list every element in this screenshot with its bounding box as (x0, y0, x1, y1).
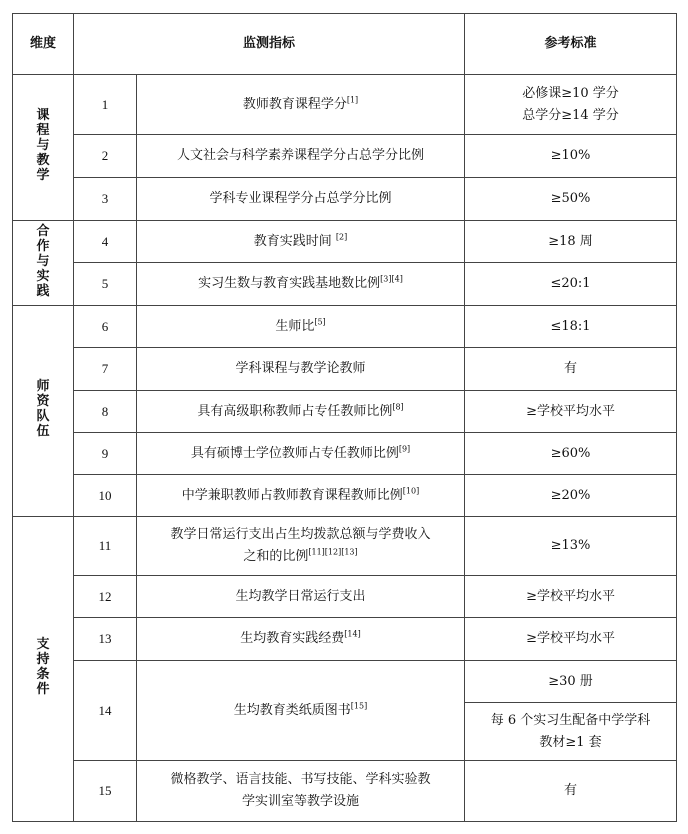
standard-cell: ≥学校平均水平 (465, 576, 677, 618)
footnote-ref: [15] (350, 701, 368, 711)
row-number: 1 (74, 75, 137, 135)
indicator-cell: 中学兼职教师占教师教育课程教师比例[10] (137, 475, 465, 517)
indicator-cell: 具有硕博士学位教师占专任教师比例[9] (137, 433, 465, 475)
table-row (13, 661, 677, 703)
standard-cell: 每 6 个实习生配备中学学科 教材≥1 套 (465, 703, 677, 761)
table-row (13, 263, 677, 306)
standard-cell: 必修课≥10 学分 总学分≥14 学分 (465, 75, 677, 135)
table-row (13, 475, 677, 517)
row-number: 8 (74, 391, 137, 433)
standard-cell: ≥学校平均水平 (465, 618, 677, 661)
indicator-cell: 教育实践时间 [2] (137, 221, 465, 263)
standard-cell: ≥10% (465, 135, 677, 178)
standard-cell: ≥30 册 (465, 661, 677, 703)
row-number: 3 (74, 178, 137, 221)
table-row (13, 135, 677, 178)
standard-cell: ≥13% (465, 517, 677, 576)
table-row (13, 517, 677, 576)
row-number: 9 (74, 433, 137, 475)
row-number: 2 (74, 135, 137, 178)
indicator-cell: 具有高级职称教师占专任教师比例[8] (137, 391, 465, 433)
indicator-cell: 生均教育实践经费[14] (137, 618, 465, 661)
footnote-ref: [3][4] (380, 274, 403, 284)
row-number: 6 (74, 306, 137, 348)
table-row (13, 178, 677, 221)
footnote-ref: [9] (398, 444, 411, 454)
row-number: 4 (74, 221, 137, 263)
header-standard: 参考标准 (465, 14, 677, 75)
table-header-row (13, 14, 677, 75)
indicator-cell: 微格教学、语言技能、书写技能、学科实验教 学实训室等教学设施 (137, 761, 465, 822)
standard-cell: 有 (465, 761, 677, 822)
row-number: 12 (74, 576, 137, 618)
indicator-cell: 实习生数与教育实践基地数比例[3][4] (137, 263, 465, 306)
standard-cell: 有 (465, 348, 677, 391)
dimension-cell-faculty: 师资队伍 (13, 306, 74, 517)
footnote-ref: [1] (346, 95, 359, 105)
standard-cell: ≥学校平均水平 (465, 391, 677, 433)
row-number: 5 (74, 263, 137, 306)
indicator-cell: 生均教育类纸质图书[15] (137, 661, 465, 761)
row-number: 14 (74, 661, 137, 761)
table-row (13, 576, 677, 618)
footnote-ref: [11][12][13] (308, 547, 358, 557)
standard-cell: ≥18 周 (465, 221, 677, 263)
indicator-cell: 人文社会与科学素养课程学分占总学分比例 (137, 135, 465, 178)
footnote-ref: [14] (344, 629, 361, 639)
row-number: 7 (74, 348, 137, 391)
standard-cell: ≤20:1 (465, 263, 677, 306)
standard-cell: ≤18:1 (465, 306, 677, 348)
standard-cell: ≥50% (465, 178, 677, 221)
footnote-ref: [8] (392, 402, 404, 412)
table-row (13, 348, 677, 391)
standard-cell: ≥60% (465, 433, 677, 475)
header-indicator: 监测指标 (74, 14, 465, 75)
dimension-cell-cooperation-practice: 合作与实践 (13, 221, 74, 306)
table-row (13, 391, 677, 433)
footnote-ref: [2] (335, 232, 348, 242)
table-row (13, 221, 677, 263)
header-dimension: 维度 (13, 14, 74, 75)
table-row (13, 433, 677, 475)
indicator-cell: 生师比[5] (137, 306, 465, 348)
indicator-cell: 生均教学日常运行支出 (137, 576, 465, 618)
indicator-cell: 教师教育课程学分[1] (137, 75, 465, 135)
table-row (13, 761, 677, 822)
row-number: 11 (74, 517, 137, 576)
indicator-cell: 学科课程与教学论教师 (137, 348, 465, 391)
indicator-cell: 学科专业课程学分占总学分比例 (137, 178, 465, 221)
indicator-cell: 教学日常运行支出占生均拨款总额与学费收入 之和的比例[11][12][13] (137, 517, 465, 576)
standard-cell: ≥20% (465, 475, 677, 517)
dimension-cell-support: 支持条件 (13, 517, 74, 822)
row-number: 15 (74, 761, 137, 822)
table-row (13, 618, 677, 661)
table-row (13, 306, 677, 348)
row-number: 10 (74, 475, 137, 517)
footnote-ref: [10] (402, 486, 420, 496)
row-number: 13 (74, 618, 137, 661)
standards-table (12, 13, 677, 822)
footnote-ref: [5] (314, 317, 326, 327)
table-row (13, 75, 677, 135)
dimension-cell-course-teaching: 课程与教学 (13, 75, 74, 221)
